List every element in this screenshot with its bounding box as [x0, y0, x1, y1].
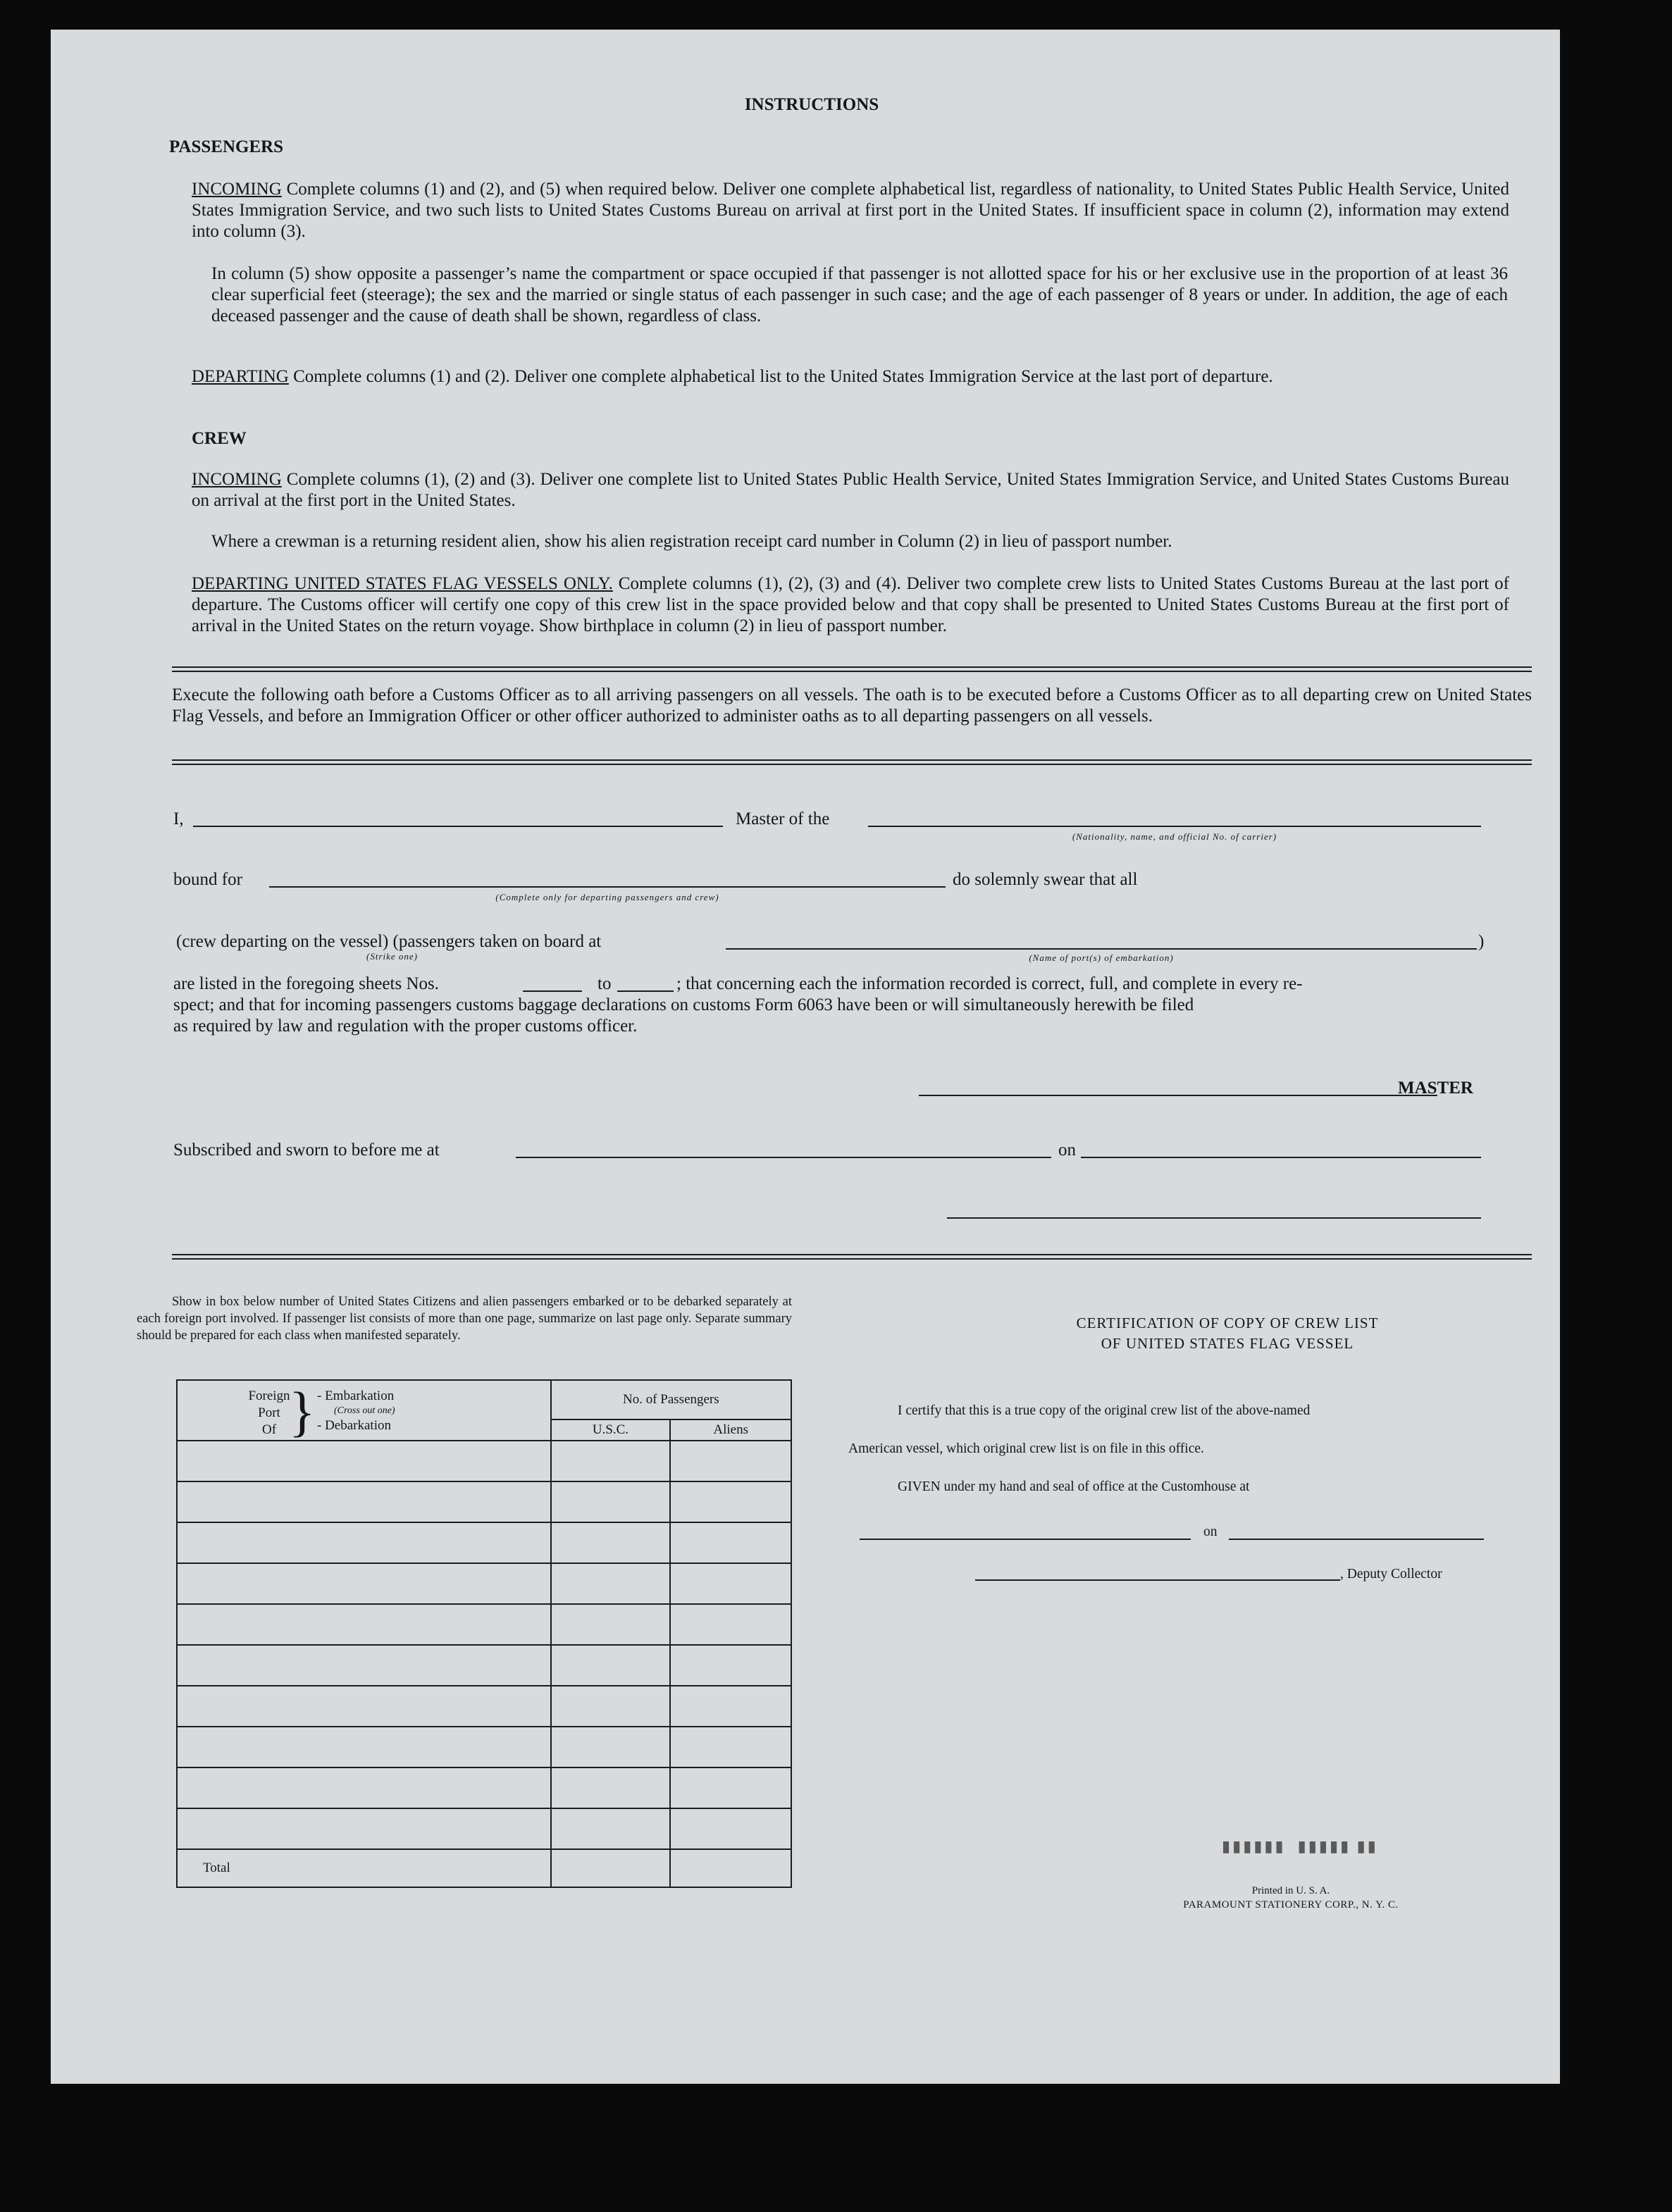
aliens-cell[interactable] [670, 1645, 791, 1686]
master-label: MASTER [1398, 1079, 1473, 1098]
port-cell[interactable] [177, 1767, 551, 1808]
sworn-date-field[interactable] [1081, 1157, 1481, 1158]
usc-cell[interactable] [551, 1481, 671, 1522]
aliens-cell[interactable] [670, 1808, 791, 1849]
certification-title-line-2: OF UNITED STATES FLAG VESSEL [1101, 1335, 1354, 1352]
certify-line-1: I certify that this is a true copy of the original crew list of the above-named [898, 1403, 1311, 1418]
sheet-to-field[interactable] [617, 990, 674, 992]
summary-instructions: Show in box below number of United States Citizens and alien passengers embarked or to be debarked separately at each foreign port involved. If passenger list consists of more than one page, summarize on last page only. Separate summary should be prepared for each class when manifested separately. [137, 1295, 792, 1343]
usc-total-cell[interactable] [551, 1849, 671, 1887]
divider [172, 1254, 1532, 1260]
brace-icon: } [289, 1381, 316, 1442]
swear-text: do solemnly swear that all [953, 870, 1138, 889]
port-cell[interactable] [177, 1441, 551, 1481]
to-label: to [597, 974, 612, 993]
embarkation-label: - Embarkation [317, 1388, 395, 1403]
strike-one-hint: (Strike one) [366, 951, 419, 962]
passengers-departing-paragraph [192, 366, 1509, 387]
bound-for-field[interactable] [269, 886, 946, 888]
port-header-cell [177, 1380, 551, 1441]
port-label: Port [258, 1405, 280, 1420]
aliens-cell[interactable] [670, 1563, 791, 1604]
passengers-departing-label: DEPARTING [192, 367, 289, 386]
bound-for-label: bound for [173, 870, 242, 889]
printer-name: PARAMOUNT STATIONERY CORP., N. Y. C. [1183, 1899, 1399, 1910]
aliens-header: Aliens [670, 1419, 791, 1441]
cross-out-hint: (Cross out one) [334, 1405, 395, 1416]
of-label: Of [261, 1422, 277, 1437]
crew-incoming-label: INCOMING [192, 470, 282, 489]
port-cell[interactable] [177, 1727, 551, 1767]
deputy-collector-label: , Deputy Collector [1340, 1567, 1442, 1582]
aliens-cell[interactable] [670, 1481, 791, 1522]
usc-cell[interactable] [551, 1808, 671, 1849]
master-name-field[interactable] [193, 826, 723, 827]
given-text: GIVEN under my hand and seal of office at the Customhouse at [898, 1479, 1250, 1494]
crew-departing-label: DEPARTING UNITED STATES FLAG VESSELS ONLY. [192, 574, 613, 593]
master-of-the-label: Master of the [736, 809, 830, 828]
aliens-cell[interactable] [670, 1686, 791, 1727]
cert-on-label: on [1203, 1524, 1218, 1539]
port-cell[interactable] [177, 1686, 551, 1727]
foreign-label: Foreign [248, 1388, 290, 1403]
passengers-incoming-paragraph [192, 179, 1509, 242]
close-paren: ) [1478, 932, 1485, 951]
carrier-field[interactable] [868, 826, 1481, 827]
passengers-departing-text: Complete columns (1) and (2). Deliver one complete alphabetical list to the United States Immigration Service at the last port of departure. [293, 367, 1273, 386]
crew-incoming-text: Complete columns (1), (2) and (3). Deliver one complete list to United States Public Health Service, United States Immigration Service, and United States Customs Bureau on arrival at the first port in the United States. [192, 470, 1509, 510]
on-label: on [1058, 1141, 1076, 1160]
sheet-from-field[interactable] [523, 990, 582, 992]
listed-pre-text: are listed in the foregoing sheets Nos. [173, 974, 439, 993]
sworn-location-field[interactable] [516, 1157, 1051, 1158]
customhouse-field[interactable] [860, 1539, 1191, 1540]
usc-cell[interactable] [551, 1767, 671, 1808]
port-cell[interactable] [177, 1808, 551, 1849]
embarkation-ports-field[interactable] [726, 948, 1477, 950]
usc-cell[interactable] [551, 1563, 671, 1604]
certification-title [882, 1313, 1573, 1354]
passengers-incoming-label: INCOMING [192, 180, 282, 199]
oath-i-label: I, [173, 809, 184, 828]
aliens-cell[interactable] [670, 1604, 791, 1645]
usc-cell[interactable] [551, 1441, 671, 1481]
oath-intro: Execute the following oath before a Customs Officer as to all arriving passengers on all vessels. The oath is to be executed before a Customs Officer as to all departing crew on United States Flag Vessels, and before an Immigration Officer or other officer authorized to administer oaths as to all departing passengers on all vessels. [172, 685, 1532, 726]
usc-header: U.S.C. [551, 1419, 671, 1441]
oath-line-2: spect; and that for incoming passengers customs baggage declarations on customs Form 6063 have been or will simultaneously herewith be filed [173, 995, 1194, 1014]
port-cell[interactable] [177, 1645, 551, 1686]
passengers-column5-paragraph: In column (5) show opposite a passenger’s name the compartment or space occupied if that passenger is not allotted space for his or her exclusive use in the proportion of at least 36 clear superficial feet (steerage); the sex and the married or single status of each passenger in such case; and the age of each passenger of 8 years or under. In addition, the age of each deceased passenger and the cause of death shall be shown, regardless of class. [211, 264, 1508, 325]
carrier-hint: (Nationality, name, and official No. of carrier) [1072, 831, 1277, 842]
usc-cell[interactable] [551, 1522, 671, 1563]
aliens-cell[interactable] [670, 1441, 791, 1481]
divider [172, 759, 1532, 765]
subscribed-text: Subscribed and sworn to before me at [173, 1141, 440, 1160]
usc-cell[interactable] [551, 1604, 671, 1645]
deputy-collector-signature[interactable] [975, 1579, 1340, 1581]
cert-date-field[interactable] [1229, 1539, 1484, 1540]
debarkation-label: - Debarkation [317, 1418, 391, 1433]
crew-passengers-text: (crew departing on the vessel) (passengers taken on board at [176, 932, 602, 951]
aliens-cell[interactable] [670, 1727, 791, 1767]
crew-heading: CREW [192, 429, 247, 448]
oath-line-3: as required by law and regulation with the proper customs officer. [173, 1017, 638, 1036]
form-page [51, 30, 1560, 2084]
embarkation-ports-hint: (Name of port(s) of embarkation) [1029, 952, 1174, 963]
aliens-cell[interactable] [670, 1767, 791, 1808]
usc-cell[interactable] [551, 1727, 671, 1767]
printer-imprint [1150, 1884, 1432, 1912]
port-cell[interactable] [177, 1563, 551, 1604]
crew-incoming-paragraph [192, 469, 1509, 511]
master-signature-field[interactable] [919, 1095, 1437, 1096]
passengers-heading: PASSENGERS [169, 137, 284, 156]
officer-signature-field[interactable] [947, 1217, 1481, 1219]
divider [172, 666, 1532, 672]
port-cell[interactable] [177, 1522, 551, 1563]
no-passengers-header: No. of Passengers [551, 1380, 791, 1419]
crew-departing-text: Complete columns (1), (2), (3) and (4). Deliver two complete crew lists to United States Customs Bureau at the last port of departure. The Customs officer will certify one copy of this crew list in the space provided below and that copy shall be presented to United States Customs Bureau at the first port of arrival in the United States on the return voyage. Show birthplace in column (2) in lieu of passport number. [192, 574, 1509, 635]
aliens-cell[interactable] [670, 1522, 791, 1563]
bound-for-hint: (Complete only for departing passengers and crew) [495, 892, 719, 902]
usc-cell[interactable] [551, 1686, 671, 1727]
passengers-incoming-text: Complete columns (1) and (2), and (5) when required below. Deliver one complete alphabetical list, regardless of nationality, to United States Public Health Service, United States Immigration Service, and two such lists to United States Customs Bureau on arrival at first port in the United States. If insufficient space in column (2), information may extend into column (3). [192, 180, 1509, 241]
total-label: Total [177, 1849, 551, 1887]
crew-departing-paragraph [192, 573, 1509, 637]
certify-line-2: American vessel, which original crew list is on file in this office. [848, 1441, 1204, 1456]
faded-stamp: ▮▮▮▮▮▮ ▮▮▮▮▮ ▮▮ [1222, 1837, 1378, 1855]
port-cell[interactable] [177, 1604, 551, 1645]
page-title: INSTRUCTIONS [744, 95, 879, 114]
listed-post-text: ; that concerning each the information recorded is correct, full, and complete in every re- [676, 974, 1303, 993]
aliens-total-cell[interactable] [670, 1849, 791, 1887]
usc-cell[interactable] [551, 1645, 671, 1686]
passenger-summary-table [176, 1379, 792, 1888]
certification-title-line-1: CERTIFICATION OF COPY OF CREW LIST [1076, 1315, 1379, 1331]
crew-resident-paragraph: Where a crewman is a returning resident alien, show his alien registration receipt card number in Column (2) in lieu of passport number. [211, 532, 1172, 551]
port-cell[interactable] [177, 1481, 551, 1522]
printed-in-usa: Printed in U. S. A. [1251, 1885, 1330, 1896]
